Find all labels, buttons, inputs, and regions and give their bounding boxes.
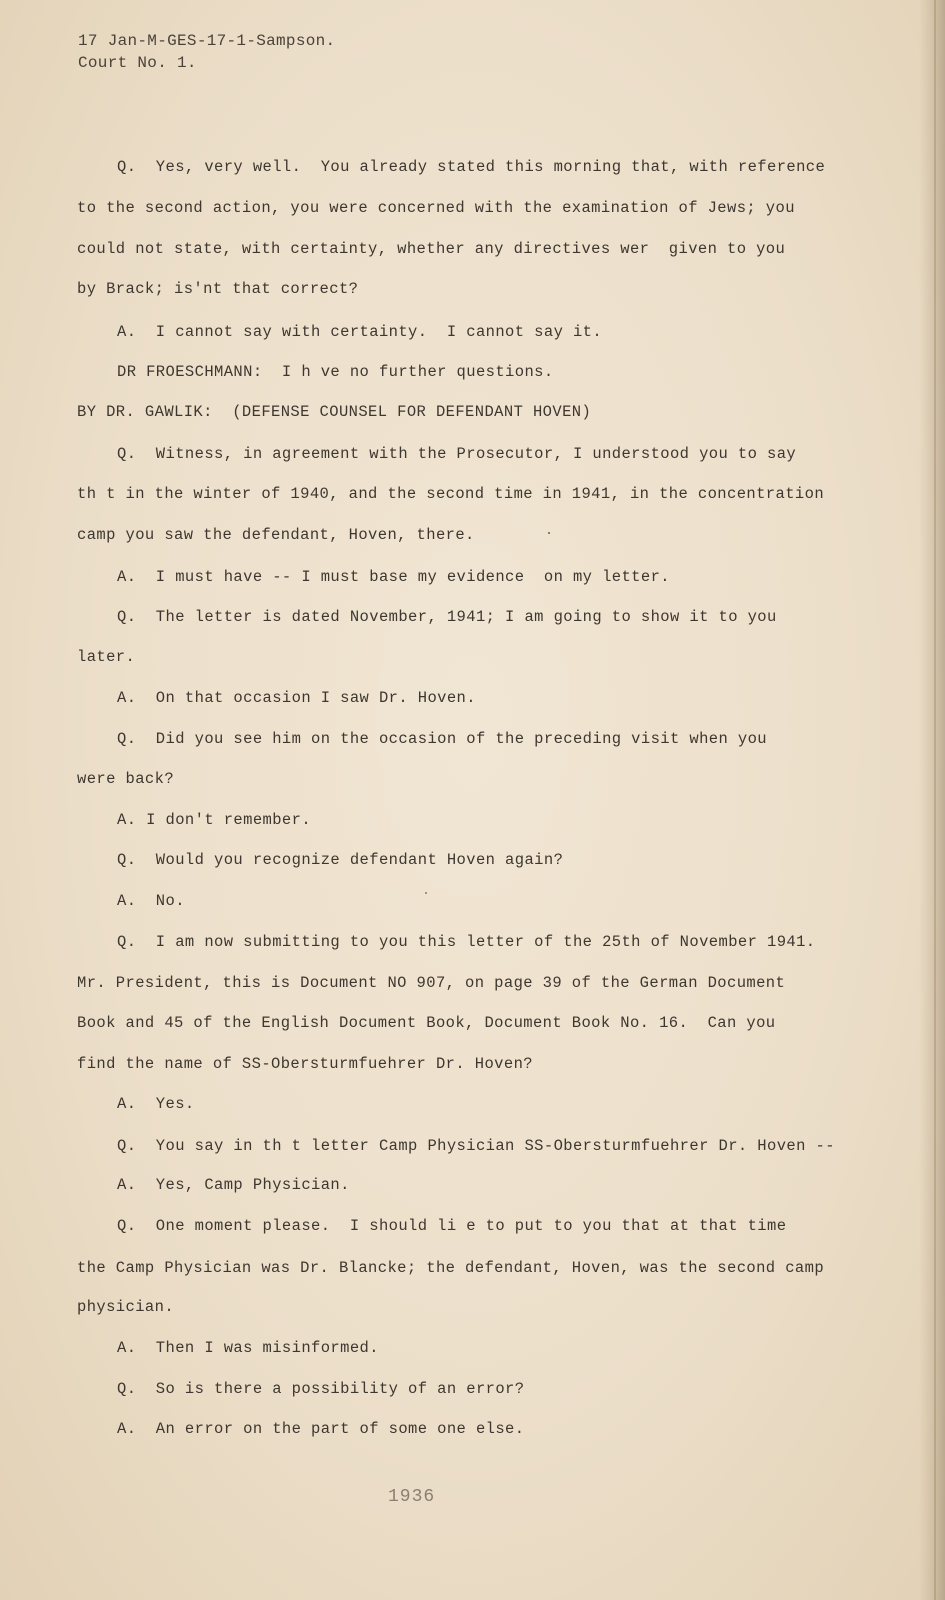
page-edge-shadow — [919, 0, 945, 1600]
transcript-line: A. An error on the part of some one else. — [117, 1420, 525, 1438]
header-reference: 17 Jan-M-GES-17-1-Sampson. — [78, 32, 336, 50]
transcript-line: Q. Did you see him on the occasion of the preceding visit when you — [117, 730, 768, 748]
transcript-line: A. Yes, Camp Physician. — [117, 1176, 350, 1194]
document-header — [78, 30, 335, 74]
transcript-line: A. On that occasion I saw Dr. Hoven. — [117, 689, 476, 707]
transcript-line: A. I cannot say with certainty. I cannot say it. — [117, 323, 603, 341]
transcript-line: A. I must have -- I must base my evidence on my letter. — [117, 568, 670, 586]
transcript-line: to the second action, you were concerned with the examination of Jews; you — [77, 199, 795, 217]
page-number: 1936 — [388, 1487, 436, 1507]
transcript-line: A. Yes. — [117, 1095, 195, 1113]
transcript-line: were back? — [77, 770, 175, 788]
transcript-line: Q. I am now submitting to you this letter of the 25th of November 1941. — [117, 933, 816, 951]
transcript-line: Q. You say in th t letter Camp Physician SS-Obersturmfuehrer Dr. Hoven -- — [117, 1137, 835, 1155]
transcript-line: BY DR. GAWLIK: (DEFENSE COUNSEL FOR DEFENDANT HOVEN) — [77, 403, 592, 421]
transcript-line: Mr. President, this is Document NO 907, on page 39 of the German Document — [77, 974, 786, 992]
transcript-line: later. — [77, 648, 136, 666]
paper-speck — [425, 892, 427, 894]
transcript-line: Q. The letter is dated November, 1941; I am going to show it to you — [117, 608, 777, 626]
transcript-line: physician. — [77, 1298, 175, 1316]
transcript-line: DR FROESCHMANN: I h ve no further questions. — [117, 363, 554, 381]
transcript-line: by Brack; is'nt that correct? — [77, 280, 359, 298]
transcript-line: Q. One moment please. I should li e to put to you that at that time — [117, 1217, 787, 1235]
transcript-line: A. I don't remember. — [117, 811, 312, 829]
transcript-line: could not state, with certainty, whether any directives wer given to you — [77, 240, 786, 258]
transcript-line: camp you saw the defendant, Hoven, there. — [77, 526, 475, 544]
header-court: Court No. 1. — [78, 54, 197, 72]
transcript-line: find the name of SS-Obersturmfuehrer Dr. Hoven? — [77, 1055, 533, 1073]
transcript-line: the Camp Physician was Dr. Blancke; the defendant, Hoven, was the second camp — [77, 1259, 825, 1277]
transcript-line: A. No. — [117, 892, 185, 910]
transcript-line: Q. So is there a possibility of an error? — [117, 1380, 525, 1398]
transcript-line: Q. Yes, very well. You already stated this morning that, with reference — [117, 158, 826, 176]
transcript-line: Q. Witness, in agreement with the Prosecutor, I understood you to say — [117, 445, 797, 463]
transcript-line: Q. Would you recognize defendant Hoven again? — [117, 851, 564, 869]
transcript-line: th t in the winter of 1940, and the second time in 1941, in the concentration — [77, 485, 825, 503]
page-edge-line — [934, 0, 936, 1600]
paper-speck — [548, 532, 550, 534]
transcript-line: Book and 45 of the English Document Book, Document Book No. 16. Can you — [77, 1014, 776, 1032]
transcript-line: A. Then I was misinformed. — [117, 1339, 379, 1357]
